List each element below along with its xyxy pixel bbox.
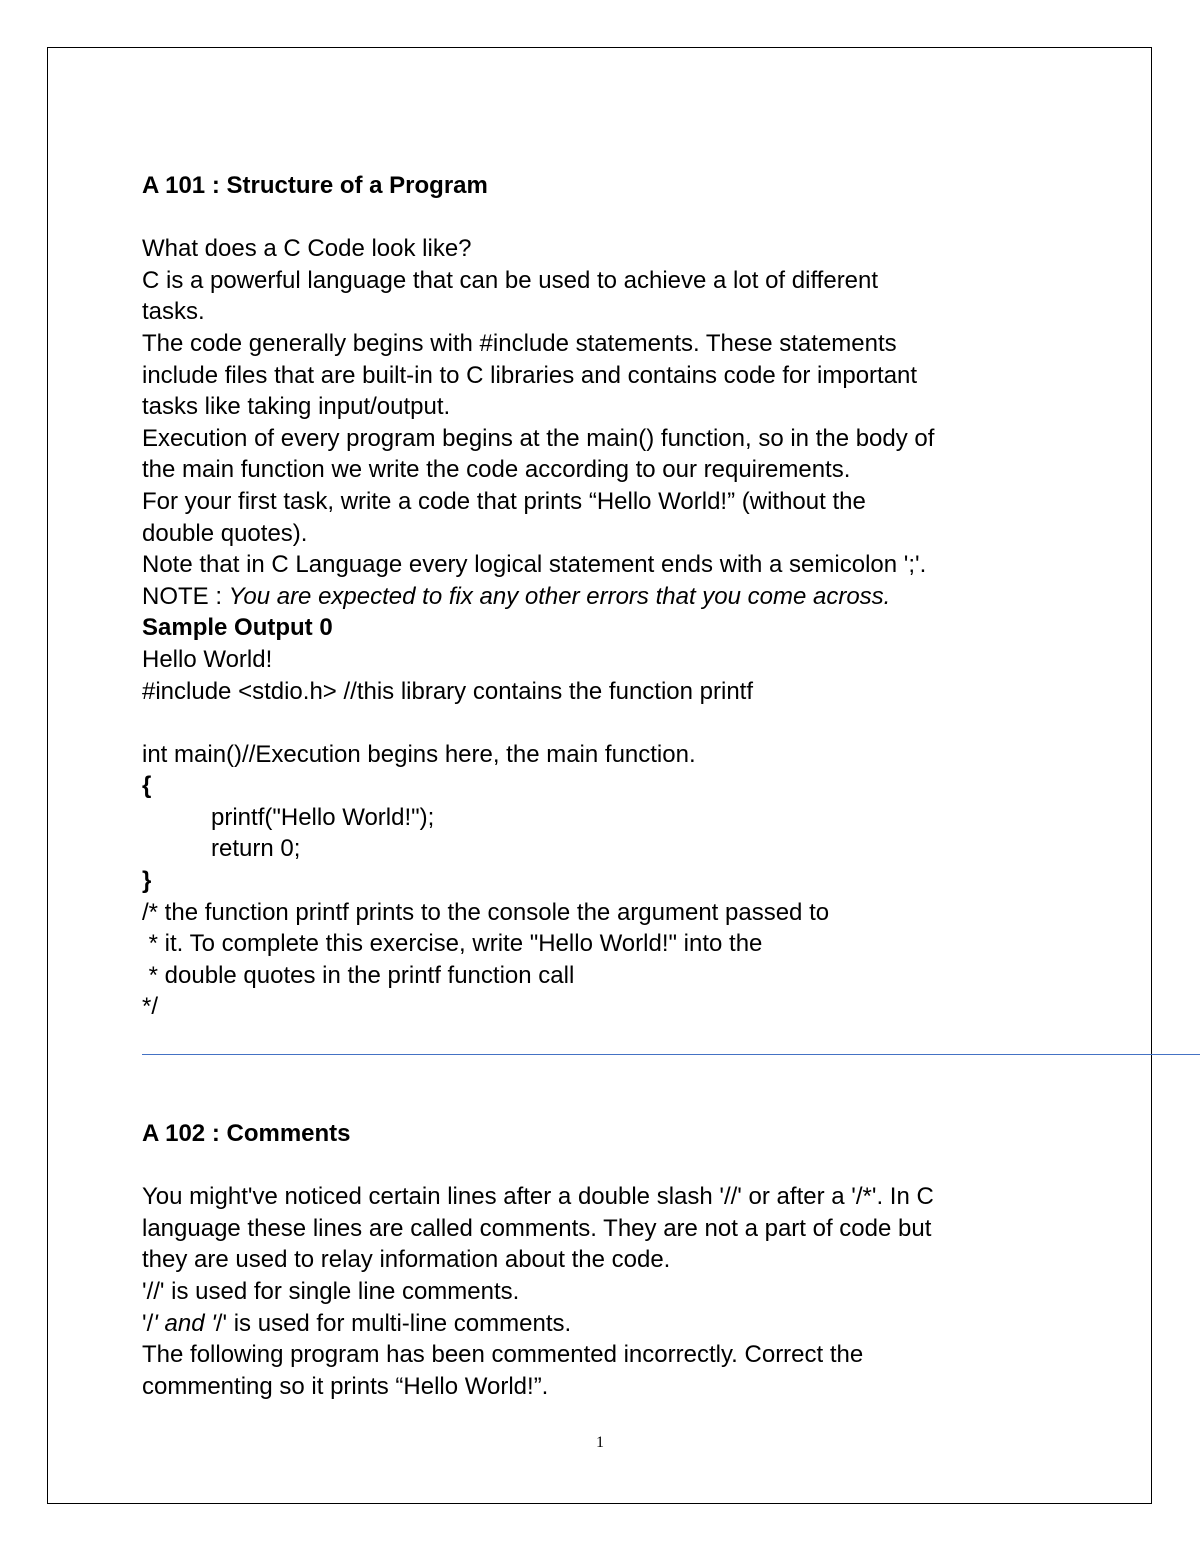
section-title-a102: A 102 : Comments [142, 1120, 351, 1147]
sample-output-text: Hello World! [142, 645, 273, 673]
paragraph-line: tasks. [142, 298, 205, 326]
multi-italic: ' and ' [153, 1309, 216, 1337]
paragraph-line: commenting so it prints “Hello World!”. [142, 1372, 549, 1400]
page-number: 1 [596, 1434, 604, 1451]
paragraph-line: '//' is used for single line comments. [142, 1277, 520, 1305]
code-open-brace: { [142, 772, 152, 800]
code-comment-line: * double quotes in the printf function call [142, 961, 575, 989]
code-return-line: return 0; [211, 835, 301, 863]
code-close-brace: } [142, 867, 152, 895]
paragraph-line: Note that in C Language every logical statement ends with a semicolon ';'. [142, 551, 927, 579]
code-main-signature: int main()//Execution begins here, the main function. [142, 740, 696, 768]
question-line: What does a C Code look like? [142, 235, 472, 263]
paragraph-line: they are used to relay information about the code. [142, 1246, 671, 1274]
document-body [142, 170, 1102, 1023]
code-include-line: #include <stdio.h> //this library contains the function printf [142, 677, 754, 705]
spacer [142, 202, 1102, 234]
paragraph-line: C is a powerful language that can be used to achieve a lot of different [142, 266, 879, 294]
paragraph-line: Execution of every program begins at the main() function, so in the body of [142, 424, 935, 452]
document-body-section2 [142, 1118, 1102, 1402]
paragraph-line: include files that are built-in to C libraries and contains code for important [142, 361, 918, 389]
paragraph-line: The code generally begins with #include statements. These statements [142, 329, 897, 357]
spacer [142, 707, 1102, 739]
multi-close: /' is used for multi-line comments. [215, 1309, 572, 1337]
note-text: You are expected to fix any other errors that you come across. [228, 582, 891, 610]
horizontal-rule [142, 1054, 1200, 1055]
code-comment-line: */ [142, 993, 159, 1021]
code-printf-line: printf("Hello World!"); [211, 803, 435, 831]
note-line [142, 581, 1102, 613]
note-label: NOTE : [142, 582, 229, 610]
code-comment-line: * it. To complete this exercise, write "Hello World!" into the [142, 930, 763, 958]
sample-output-heading: Sample Output 0 [142, 614, 333, 642]
paragraph-line: The following program has been commented incorrectly. Correct the [142, 1341, 864, 1369]
code-comment-line: /* the function printf prints to the console the argument passed to [142, 898, 830, 926]
paragraph-line: double quotes). [142, 519, 308, 547]
paragraph-line: tasks like taking input/output. [142, 393, 451, 421]
paragraph-line: You might've noticed certain lines after a double slash '//' or after a '/*'. In C [142, 1183, 934, 1211]
spacer [142, 1150, 1102, 1182]
paragraph-line: language these lines are called comments. They are not a part of code but [142, 1214, 932, 1242]
paragraph-line: the main function we write the code according to our requirements. [142, 456, 851, 484]
section-title-a101: A 101 : Structure of a Program [142, 172, 488, 199]
paragraph-line: For your first task, write a code that prints “Hello World!” (without the [142, 487, 866, 515]
multi-open: '/ [142, 1309, 154, 1337]
paragraph-line [142, 1308, 1102, 1340]
